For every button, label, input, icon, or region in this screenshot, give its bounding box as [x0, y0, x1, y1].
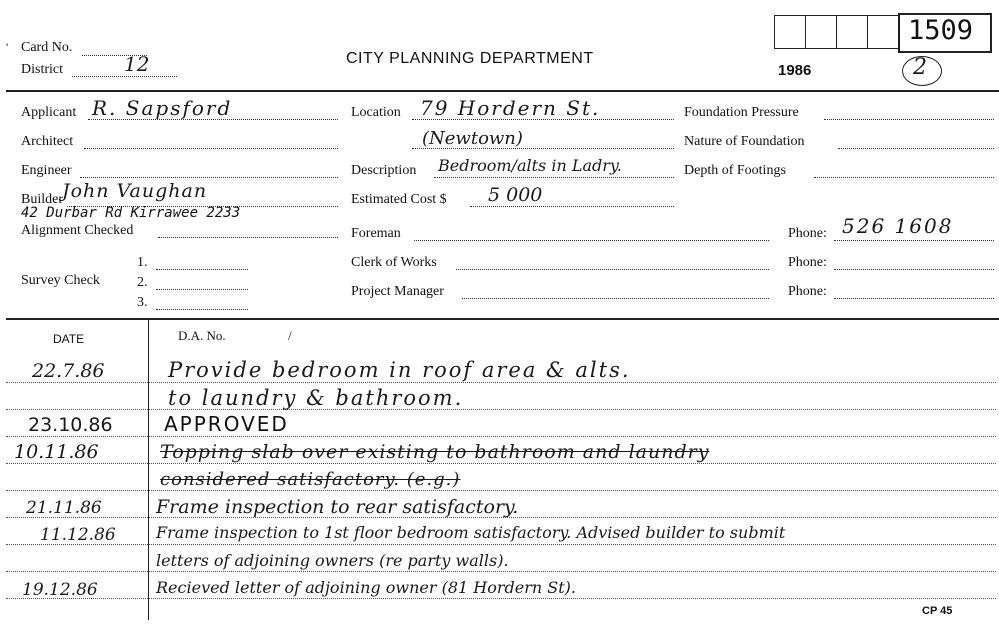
log-top-rule [6, 318, 999, 320]
phone-label-2: Phone: [788, 255, 827, 270]
estimated-cost-dots [470, 206, 674, 207]
nature-of-foundation-dots [838, 148, 994, 149]
card-box-3 [836, 15, 868, 49]
description-dots [434, 177, 674, 178]
ruled-line [6, 490, 996, 491]
project-manager-dots [462, 298, 769, 299]
architect-label: Architect [21, 134, 74, 149]
log-entry-date: 21.11.86 [26, 498, 102, 518]
year: 1986 [778, 62, 812, 79]
phone-dots-3 [834, 298, 994, 299]
location-suburb: (Newtown) [422, 128, 523, 149]
phone-label-1: Phone: [788, 226, 827, 241]
card-number: 1509 [908, 15, 974, 46]
circled-number: 2 [913, 55, 927, 80]
form-code: CP 45 [922, 605, 953, 617]
description-value: Bedroom/alts in Ladry. [438, 156, 622, 175]
builder-label: Builder [21, 192, 63, 207]
survey-item-1: 1. [137, 255, 148, 270]
ruled-line [6, 382, 996, 383]
log-entry-text: considered satisfactory. (e.g.) [160, 469, 461, 490]
log-entry-date: 19.12.86 [22, 580, 98, 600]
phone-label-3: Phone: [788, 284, 827, 299]
project-manager-label: Project Manager [351, 284, 444, 299]
log-entry-text: Provide bedroom in roof area & alts. [168, 358, 631, 382]
ruled-line [6, 571, 996, 572]
log-entry-text: APPROVED [164, 412, 289, 436]
log-entry-text: Topping slab over existing to bathroom and laundry [160, 441, 710, 463]
date-column-divider [148, 320, 149, 620]
da-number-label: D.A. No. [178, 328, 226, 343]
foreman-label: Foreman [351, 226, 401, 241]
clerk-label: Clerk of Works [351, 255, 437, 270]
district-value: 12 [124, 52, 150, 76]
punch-mark: ' [6, 40, 9, 54]
nature-of-foundation-label: Nature of Foundation [684, 134, 805, 149]
depth-of-footings-label: Depth of Footings [684, 163, 786, 178]
da-number-separator: / [288, 328, 292, 343]
builder-value: John Vaughan [62, 180, 208, 202]
architect-dots [84, 148, 338, 149]
log-entry-date: 11.12.86 [40, 525, 116, 545]
survey-label: Survey Check [21, 273, 100, 288]
phone-dots-1 [834, 240, 994, 241]
phone-dots-2 [834, 269, 994, 270]
card-no-label: Card No. [21, 40, 73, 55]
card-box-2 [805, 15, 837, 49]
log-entry-date: 22.7.86 [32, 360, 105, 382]
log-entry-text: Frame inspection to 1st floor bedroom satisfactory. Advised builder to submit [156, 523, 786, 542]
applicant-label: Applicant [21, 105, 77, 120]
clerk-dots [456, 269, 769, 270]
district-dots [72, 76, 177, 77]
builder-address: 42 Durbar Rd Kirrawee 2233 [21, 205, 241, 221]
foundation-pressure-dots [824, 119, 994, 120]
header-rule [6, 90, 999, 92]
survey-dots-1 [156, 269, 248, 270]
applicant-value: R. Sapsford [92, 96, 233, 120]
engineer-label: Engineer [21, 163, 72, 178]
survey-item-3: 3. [137, 295, 148, 310]
estimated-cost-value: 5 000 [488, 184, 543, 206]
district-label: District [21, 62, 63, 77]
ruled-line [6, 463, 996, 464]
log-entry-text: Frame inspection to rear satisfactory. [156, 496, 519, 518]
engineer-dots [80, 177, 338, 178]
card-box-4 [867, 15, 899, 49]
card-box-1 [774, 15, 806, 49]
foundation-pressure-label: Foundation Pressure [684, 105, 799, 120]
ruled-line [6, 598, 996, 599]
log-entry-date: 23.10.86 [28, 414, 113, 436]
depth-of-footings-dots [814, 177, 994, 178]
log-entry-date: 10.11.86 [14, 441, 99, 463]
ruled-line [6, 544, 996, 545]
alignment-dots [158, 237, 338, 238]
log-entry-text: to laundry & bathroom. [168, 386, 464, 410]
survey-dots-3 [156, 309, 248, 310]
location-label: Location [351, 105, 401, 120]
estimated-cost-label: Estimated Cost $ [351, 192, 447, 207]
log-entry-text: Recieved letter of adjoining owner (81 Hordern St). [156, 578, 576, 597]
ruled-line [6, 436, 996, 437]
location-value: 79 Hordern St. [420, 96, 601, 120]
foreman-dots [414, 240, 769, 241]
survey-item-2: 2. [137, 275, 148, 290]
description-label: Description [351, 163, 417, 178]
log-entry-text: letters of adjoining owners (re party walls). [156, 551, 509, 570]
alignment-label: Alignment Checked [21, 223, 134, 238]
survey-dots-2 [156, 289, 248, 290]
date-header: DATE [53, 332, 85, 346]
phone-value: 526 1608 [842, 214, 954, 238]
department-title: CITY PLANNING DEPARTMENT [346, 50, 594, 67]
ruled-line [6, 409, 996, 410]
